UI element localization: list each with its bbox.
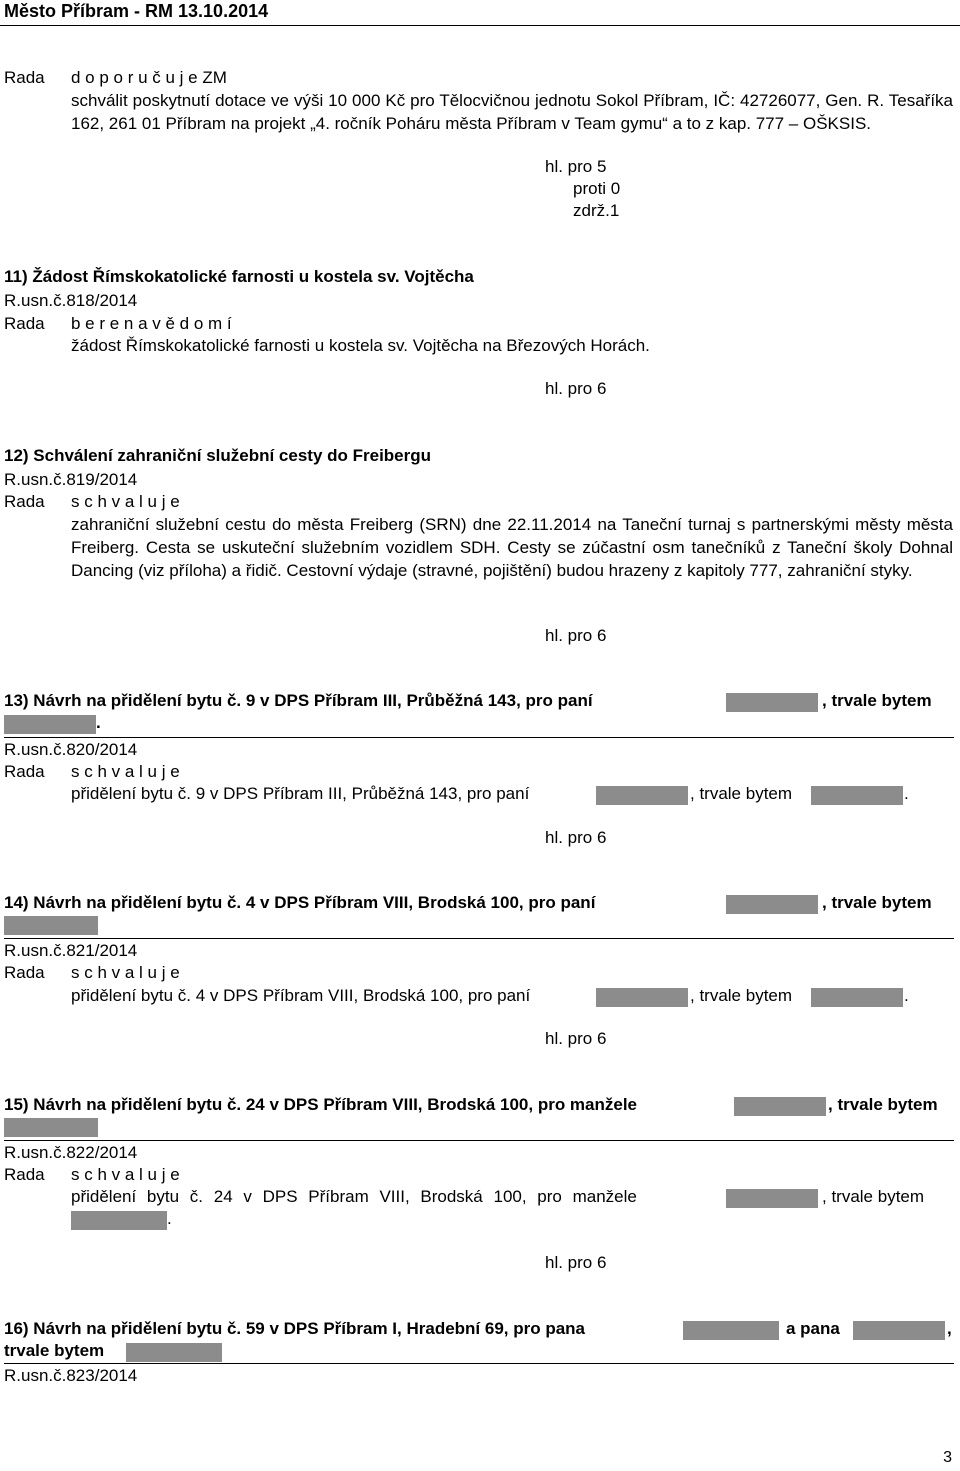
redacted-name	[853, 1321, 945, 1340]
period: .	[96, 713, 101, 732]
period: .	[904, 986, 909, 1005]
redacted-address	[126, 1343, 222, 1362]
rada-label: Rada	[4, 492, 45, 511]
redacted-address	[811, 988, 903, 1007]
page-header: Město Příbram - RM 13.10.2014	[0, 0, 960, 26]
resolution-verb: s c h v a l u j e	[71, 963, 180, 982]
section-title-16: 16) Návrh na přidělení bytu č. 59 v DPS Příbram I, Hradební 69, pro pana	[4, 1319, 586, 1338]
redacted-address	[4, 916, 98, 935]
vote-for: hl. pro 6	[545, 379, 607, 398]
heading-underline	[4, 737, 954, 738]
resolution-ref-819: R.usn.č.819/2014	[4, 470, 138, 489]
resolution-text: přidělení bytu č. 24 v DPS Příbram VIII, Brodská 100, pro manžele	[71, 1187, 637, 1206]
resolution-text-tail: , trvale bytem	[822, 1187, 925, 1206]
redacted-name	[596, 988, 688, 1007]
vote-against: proti 0	[573, 179, 621, 198]
vote-for: hl. pro 6	[545, 828, 607, 847]
resolution-ref-822: R.usn.č.822/2014	[4, 1143, 138, 1162]
section-title-11: 11) Žádost Římskokatolické farnosti u kostela sv. Vojtěcha	[4, 267, 474, 286]
vote-for: hl. pro 6	[545, 626, 607, 645]
redacted-name	[596, 786, 688, 805]
rada-label: Rada	[4, 963, 45, 982]
rada-label: Rada	[4, 68, 45, 87]
rada-label: Rada	[4, 314, 45, 333]
resolution-text: žádost Římskokatolické farnosti u kostela sv. Vojtěcha na Březových Horách.	[71, 336, 650, 355]
section-title-tail: , trvale bytem	[822, 691, 932, 710]
resolution-ref-818: R.usn.č.818/2014	[4, 291, 138, 310]
resolution-text-tail: , trvale bytem	[690, 784, 793, 803]
section-title-15: 15) Návrh na přidělení bytu č. 24 v DPS Příbram VIII, Brodská 100, pro manžele	[4, 1095, 638, 1114]
redacted-name	[726, 1189, 818, 1208]
redacted-name	[734, 1097, 826, 1116]
resolution-text: přidělení bytu č. 4 v DPS Příbram VIII, Brodská 100, pro paní	[71, 986, 531, 1005]
redacted-address	[71, 1211, 167, 1230]
redacted-name	[726, 693, 818, 712]
heading-underline	[4, 1363, 954, 1364]
section-title-12: 12) Schválení zahraniční služební cesty do Freibergu	[4, 446, 432, 465]
heading-underline	[4, 938, 954, 939]
resolution-verb: b e r e n a v ě d o m í	[71, 314, 232, 333]
vote-for: hl. pro 5	[545, 157, 607, 176]
section-title-tail: , trvale bytem	[828, 1095, 938, 1114]
section-title-mid: a pana	[786, 1319, 840, 1338]
redacted-address	[4, 1118, 98, 1137]
section-title-end: ,	[947, 1319, 952, 1338]
vote-abstain: zdrž.1	[573, 201, 620, 220]
period: .	[904, 784, 909, 803]
rada-label: Rada	[4, 762, 45, 781]
resolution-verb: s c h v a l u j e	[71, 1165, 180, 1184]
resolution-verb: s c h v a l u j e	[71, 762, 180, 781]
section-title-13	[4, 690, 593, 712]
resolution-text: zahraniční služební cestu do města Freiberg (SRN) dne 22.11.2014 na Taneční turnaj s partnerskými městy města Freiberg. Cesta se uskuteční služebním vozidlem SDH. Cesty se zúčastní osm tanečníků z Taneční školy Dohnal Dancing (viz příloha) a řidič. Cestovní výdaje (stravné, pojištění) budou hrazeny z kapitoly 777, zahraniční styky.	[71, 515, 953, 580]
resolution-ref-820: R.usn.č.820/2014	[4, 740, 138, 759]
rada-label: Rada	[4, 1165, 45, 1184]
vote-for: hl. pro 6	[545, 1029, 607, 1048]
resolution-ref-821: R.usn.č.821/2014	[4, 941, 138, 960]
redacted-address	[4, 715, 96, 734]
page-number: 3	[943, 1449, 952, 1466]
period: .	[167, 1209, 172, 1228]
resolution-text-tail: , trvale bytem	[690, 986, 793, 1005]
section-title-tail: , trvale bytem	[822, 893, 932, 912]
resolution-text: schválit poskytnutí dotace ve výši 10 000 Kč pro Tělocvičnou jednotu Sokol Příbram, IČ: 42726077, Gen. R. Tesaříka 162, 261 01 Příbram na projekt „4. ročník Poháru města Příbram v Team gymu“ a to z kap. 777 – OŠKSIS.	[71, 91, 953, 133]
redacted-name	[683, 1321, 779, 1340]
resolution-ref-823: R.usn.č.823/2014	[4, 1366, 138, 1385]
redacted-name	[726, 895, 818, 914]
section-title-line2: trvale bytem	[4, 1341, 105, 1360]
redacted-address	[811, 786, 903, 805]
vote-for: hl. pro 6	[545, 1253, 607, 1272]
resolution-verb: s c h v a l u j e	[71, 492, 180, 511]
resolution-text: přidělení bytu č. 9 v DPS Příbram III, Průběžná 143, pro paní	[71, 784, 530, 803]
resolution-verb: d o p o r u č u j e ZM	[71, 68, 227, 87]
heading-underline	[4, 1140, 954, 1141]
section-title-text: 13) Návrh na přidělení bytu č. 9 v DPS Příbram III, Průběžná 143, pro paní	[4, 691, 593, 710]
section-title-14: 14) Návrh na přidělení bytu č. 4 v DPS Příbram VIII, Brodská 100, pro paní	[4, 893, 596, 912]
